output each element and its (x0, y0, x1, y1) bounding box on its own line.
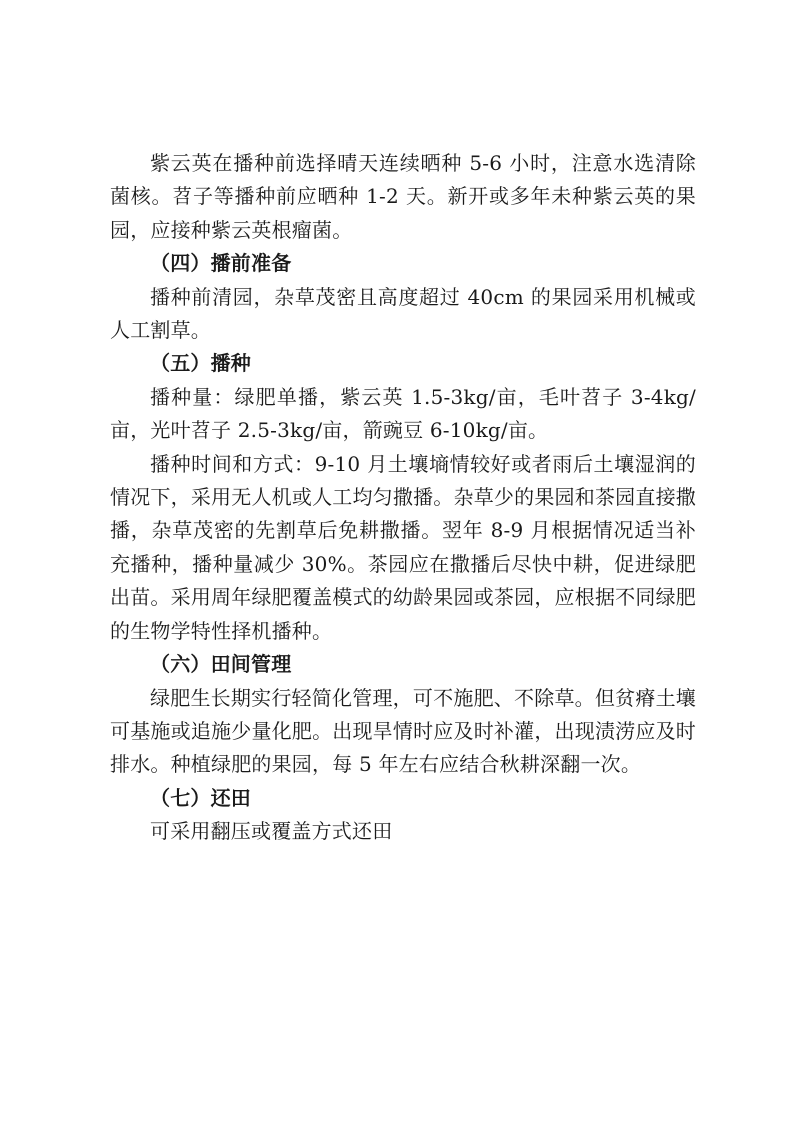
paragraph-sowing-rate: 播种量：绿肥单播，紫云英 1.5-3kg/亩，毛叶苕子 3-4kg/亩，光叶苕子 2.5-3kg/亩，箭豌豆 6-10kg/亩。 (110, 384, 696, 443)
heading-field-management: （六）田间管理 (150, 652, 292, 677)
paragraph-seed-treatment: 紫云英在播种前选择晴天连续晒种 5-6 小时，注意水选清除菌核。苕子等播种前应晒种 1-2 天。新开或多年未种紫云英的果园，应接种紫云英根瘤菌。 (110, 151, 696, 242)
paragraph-orchard-clearing: 播种前清园，杂草茂密且高度超过 40cm 的果园采用机械或人工割草。 (110, 284, 696, 343)
document-body (110, 147, 696, 849)
heading-pre-sowing-preparation: （四）播前准备 (150, 251, 292, 276)
paragraph-sowing-time-method: 播种时间和方式：9-10 月土壤墒情较好或者雨后土壤湿润的情况下，采用无人机或人工均匀撒播。杂草少的果园和茶园直接撒播，杂草茂密的先割草后免耕撒播。翌年 8-9 月根据情况适当补充播种，播种量减少 30%。茶园应在撒播后尽快中耕，促进绿肥出苗。采用周年绿肥覆盖模式的幼龄果园或茶园，应根据不同绿肥的生物学特性择机播种。 (110, 451, 696, 643)
paragraph-returning-method: 可采用翻压或覆盖方式还田 (150, 819, 393, 844)
heading-returning-to-field: （七）还田 (150, 785, 251, 810)
paragraph-field-management: 绿肥生长期实行轻简化管理，可不施肥、不除草。但贫瘠土壤可基施或追施少量化肥。出现旱情时应及时补灌，出现渍涝应及时排水。种植绿肥的果园，每 5 年左右应结合秋耕深翻一次。 (110, 685, 696, 777)
heading-sowing: （五）播种 (150, 351, 251, 376)
